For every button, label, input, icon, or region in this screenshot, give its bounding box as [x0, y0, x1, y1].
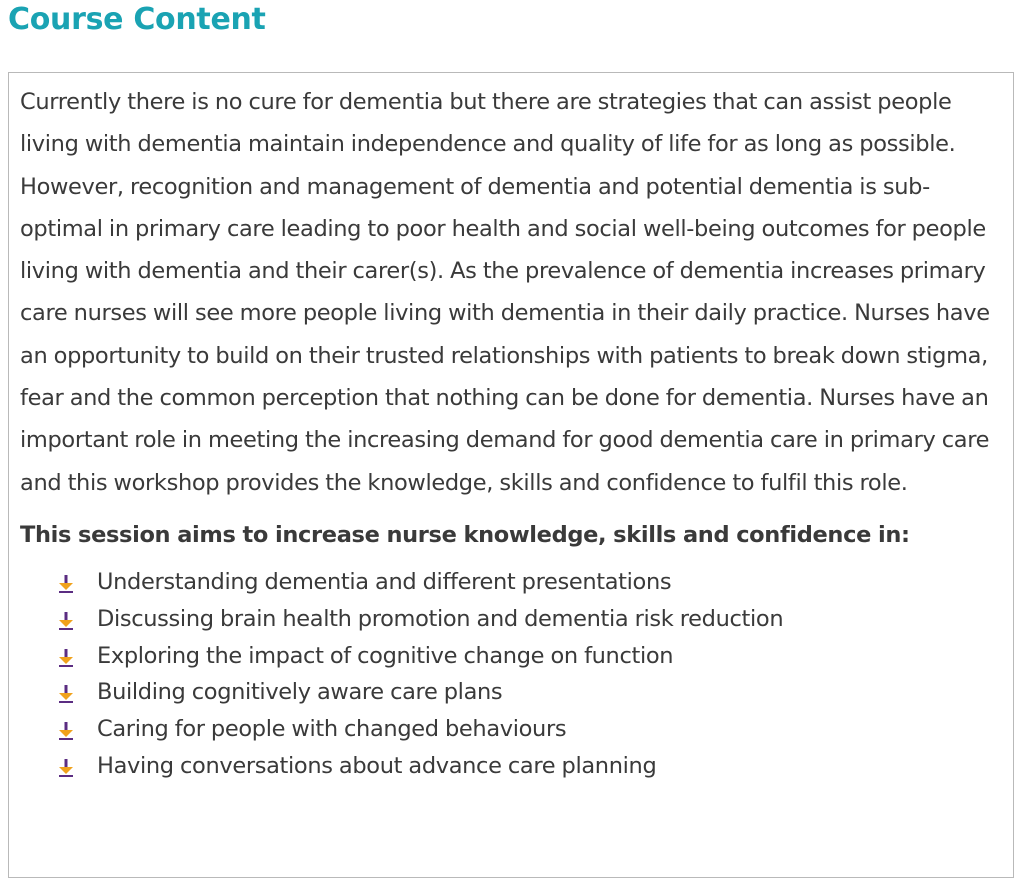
list-item — [20, 564, 1003, 601]
list-item-text: Building cognitively aware care plans — [97, 679, 503, 706]
list-item — [20, 711, 1003, 748]
down-arrow-bullet-icon — [57, 759, 75, 777]
list-item — [20, 748, 1003, 785]
list-item — [20, 601, 1003, 638]
page-title: Course Content — [8, 2, 266, 37]
aims-list — [20, 564, 1003, 785]
list-item-text: Exploring the impact of cognitive change on function — [97, 642, 674, 669]
down-arrow-bullet-icon — [57, 722, 75, 740]
list-item-text: Understanding dementia and different presentations — [97, 568, 672, 595]
list-item-text: Having conversations about advance care planning — [97, 752, 657, 779]
list-item — [20, 674, 1003, 711]
down-arrow-bullet-icon — [57, 685, 75, 703]
down-arrow-bullet-icon — [57, 612, 75, 630]
list-item — [20, 638, 1003, 675]
list-item-text: Caring for people with changed behaviours — [97, 716, 567, 743]
intro-paragraph: Currently there is no cure for dementia but there are strategies that can assist people living with dementia maintain independence and quality of life for as long as possible. However, recognition and management of dementia and potential dementia is sub-optimal in primary care leading to poor health and social well-being outcomes for people living with dementia and their carer(s). As the prevalence of dementia increases primary care nurses will see more people living with dementia in their daily practice. Nurses have an opportunity to build on their trusted relationships with patients to break down stigma, fear and the common perception that nothing can be done for dementia. Nurses have an important role in meeting the increasing demand for good dementia care in primary care and this workshop provides the knowledge, skills and confidence to fulfil this role. — [20, 89, 990, 496]
aims-heading: This session aims to increase nurse knowledge, skills and confidence in: — [20, 521, 910, 548]
course-content-box — [8, 72, 1014, 878]
down-arrow-bullet-icon — [57, 649, 75, 667]
list-item-text: Discussing brain health promotion and dementia risk reduction — [97, 605, 784, 632]
down-arrow-bullet-icon — [57, 575, 75, 593]
